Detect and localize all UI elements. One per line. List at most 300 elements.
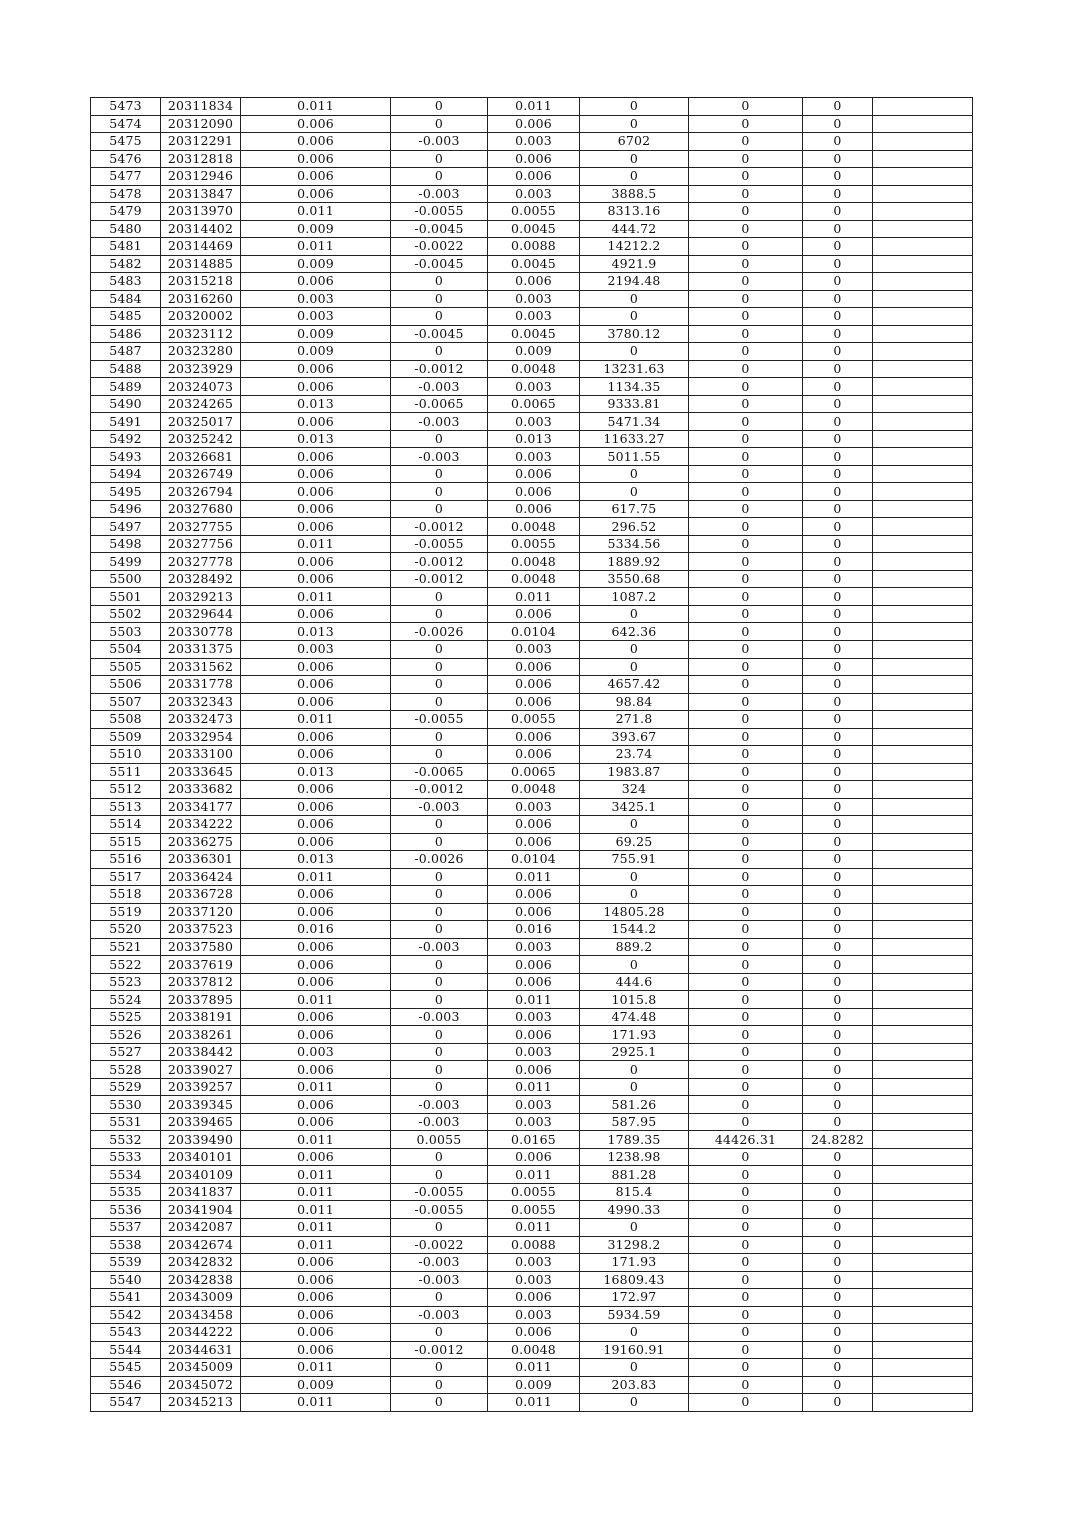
row-index-cell: 5496 [91, 500, 161, 518]
total-cell: 0 [689, 430, 803, 448]
ratio-cell: 0 [803, 605, 873, 623]
ratio-cell: 0 [803, 763, 873, 781]
value-b-cell: -0.003 [391, 1096, 488, 1114]
table-row [91, 1148, 973, 1166]
row-index-cell: 5530 [91, 1096, 161, 1114]
total-cell: 0 [689, 1219, 803, 1237]
ratio-cell: 0 [803, 973, 873, 991]
value-b-cell: -0.0022 [391, 1236, 488, 1254]
total-cell: 0 [689, 676, 803, 694]
row-index-cell: 5482 [91, 255, 161, 273]
value-a-cell: 0.003 [241, 1043, 391, 1061]
row-index-cell: 5542 [91, 1306, 161, 1324]
row-index-cell: 5517 [91, 868, 161, 886]
id-cell: 20331778 [161, 676, 241, 694]
blank-cell [873, 1061, 973, 1079]
value-c-cell: 0.003 [488, 185, 580, 203]
value-a-cell: 0.006 [241, 1096, 391, 1114]
table-row [91, 1359, 973, 1377]
table-row [91, 903, 973, 921]
amount-cell: 3780.12 [580, 325, 689, 343]
value-b-cell: 0 [391, 640, 488, 658]
ratio-cell: 0 [803, 133, 873, 151]
id-cell: 20334222 [161, 816, 241, 834]
amount-cell: 14212.2 [580, 238, 689, 256]
id-cell: 20345072 [161, 1376, 241, 1394]
value-b-cell: -0.0055 [391, 1183, 488, 1201]
blank-cell [873, 605, 973, 623]
id-cell: 20314469 [161, 238, 241, 256]
ratio-cell: 0 [803, 168, 873, 186]
blank-cell [873, 448, 973, 466]
ratio-cell: 0 [803, 150, 873, 168]
amount-cell: 0 [580, 886, 689, 904]
blank-cell [873, 1026, 973, 1044]
value-c-cell: 0.006 [488, 973, 580, 991]
blank-cell [873, 1166, 973, 1184]
value-c-cell: 0.006 [488, 150, 580, 168]
value-c-cell: 0.003 [488, 1306, 580, 1324]
table-row [91, 623, 973, 641]
value-a-cell: 0.009 [241, 325, 391, 343]
total-cell: 0 [689, 448, 803, 466]
id-cell: 20337812 [161, 973, 241, 991]
total-cell: 0 [689, 886, 803, 904]
ratio-cell: 0 [803, 1341, 873, 1359]
value-c-cell: 0.0048 [488, 781, 580, 799]
amount-cell: 69.25 [580, 833, 689, 851]
blank-cell [873, 1254, 973, 1272]
blank-cell [873, 1271, 973, 1289]
total-cell: 0 [689, 693, 803, 711]
id-cell: 20320002 [161, 308, 241, 326]
value-c-cell: 0.003 [488, 1096, 580, 1114]
row-index-cell: 5481 [91, 238, 161, 256]
row-index-cell: 5529 [91, 1078, 161, 1096]
value-a-cell: 0.006 [241, 1061, 391, 1079]
row-index-cell: 5495 [91, 483, 161, 501]
value-c-cell: 0.006 [488, 693, 580, 711]
total-cell: 0 [689, 343, 803, 361]
value-c-cell: 0.003 [488, 378, 580, 396]
value-b-cell: -0.003 [391, 1306, 488, 1324]
amount-cell: 0 [580, 1359, 689, 1377]
value-b-cell: -0.0026 [391, 623, 488, 641]
value-c-cell: 0.003 [488, 1271, 580, 1289]
value-a-cell: 0.011 [241, 1394, 391, 1412]
value-a-cell: 0.011 [241, 711, 391, 729]
amount-cell: 5471.34 [580, 413, 689, 431]
total-cell: 0 [689, 308, 803, 326]
ratio-cell: 0 [803, 1008, 873, 1026]
amount-cell: 0 [580, 115, 689, 133]
blank-cell [873, 991, 973, 1009]
amount-cell: 755.91 [580, 851, 689, 869]
value-b-cell: 0 [391, 483, 488, 501]
blank-cell [873, 1201, 973, 1219]
id-cell: 20323112 [161, 325, 241, 343]
blank-cell [873, 1376, 973, 1394]
total-cell: 0 [689, 921, 803, 939]
value-a-cell: 0.006 [241, 903, 391, 921]
table-row [91, 553, 973, 571]
amount-cell: 3425.1 [580, 798, 689, 816]
blank-cell [873, 1183, 973, 1201]
ratio-cell: 0 [803, 1096, 873, 1114]
value-c-cell: 0.011 [488, 868, 580, 886]
id-cell: 20326794 [161, 483, 241, 501]
total-cell: 0 [689, 203, 803, 221]
ratio-cell: 0 [803, 886, 873, 904]
value-a-cell: 0.013 [241, 851, 391, 869]
ratio-cell: 0 [803, 658, 873, 676]
row-index-cell: 5500 [91, 570, 161, 588]
ratio-cell: 0 [803, 395, 873, 413]
value-c-cell: 0.0048 [488, 360, 580, 378]
table-row [91, 1254, 973, 1272]
value-c-cell: 0.011 [488, 1394, 580, 1412]
total-cell: 0 [689, 816, 803, 834]
table-row [91, 1306, 973, 1324]
value-c-cell: 0.003 [488, 133, 580, 151]
amount-cell: 2925.1 [580, 1043, 689, 1061]
value-b-cell: 0 [391, 1359, 488, 1377]
value-b-cell: 0 [391, 308, 488, 326]
amount-cell: 14805.28 [580, 903, 689, 921]
table-row [91, 220, 973, 238]
table-row [91, 763, 973, 781]
value-c-cell: 0.006 [488, 956, 580, 974]
value-b-cell: 0 [391, 991, 488, 1009]
value-a-cell: 0.003 [241, 308, 391, 326]
table-row [91, 728, 973, 746]
value-a-cell: 0.006 [241, 500, 391, 518]
table-row [91, 588, 973, 606]
ratio-cell: 0 [803, 255, 873, 273]
amount-cell: 19160.91 [580, 1341, 689, 1359]
id-cell: 20336301 [161, 851, 241, 869]
row-index-cell: 5514 [91, 816, 161, 834]
amount-cell: 1238.98 [580, 1148, 689, 1166]
value-a-cell: 0.006 [241, 728, 391, 746]
value-b-cell: 0 [391, 1026, 488, 1044]
row-index-cell: 5488 [91, 360, 161, 378]
id-cell: 20325017 [161, 413, 241, 431]
amount-cell: 31298.2 [580, 1236, 689, 1254]
row-index-cell: 5512 [91, 781, 161, 799]
amount-cell: 324 [580, 781, 689, 799]
value-b-cell: 0 [391, 833, 488, 851]
value-c-cell: 0.006 [488, 483, 580, 501]
value-c-cell: 0.011 [488, 991, 580, 1009]
blank-cell [873, 343, 973, 361]
value-b-cell: -0.0055 [391, 1201, 488, 1219]
value-a-cell: 0.011 [241, 1078, 391, 1096]
value-b-cell: -0.003 [391, 938, 488, 956]
table-row [91, 851, 973, 869]
ratio-cell: 0 [803, 273, 873, 291]
id-cell: 20339257 [161, 1078, 241, 1096]
ratio-cell: 0 [803, 413, 873, 431]
total-cell: 0 [689, 623, 803, 641]
total-cell: 0 [689, 395, 803, 413]
table-row [91, 956, 973, 974]
row-index-cell: 5518 [91, 886, 161, 904]
id-cell: 20338191 [161, 1008, 241, 1026]
amount-cell: 0 [580, 98, 689, 116]
amount-cell: 8313.16 [580, 203, 689, 221]
value-b-cell: 0 [391, 903, 488, 921]
amount-cell: 0 [580, 308, 689, 326]
blank-cell [873, 1394, 973, 1412]
table-row [91, 1166, 973, 1184]
table-row [91, 1043, 973, 1061]
id-cell: 20338442 [161, 1043, 241, 1061]
value-a-cell: 0.006 [241, 448, 391, 466]
amount-cell: 98.84 [580, 693, 689, 711]
ratio-cell: 0 [803, 343, 873, 361]
table-row [91, 255, 973, 273]
ratio-cell: 0 [803, 1113, 873, 1131]
blank-cell [873, 1131, 973, 1149]
amount-cell: 581.26 [580, 1096, 689, 1114]
value-a-cell: 0.006 [241, 781, 391, 799]
id-cell: 20342832 [161, 1254, 241, 1272]
row-index-cell: 5483 [91, 273, 161, 291]
table-row [91, 921, 973, 939]
value-a-cell: 0.006 [241, 956, 391, 974]
row-index-cell: 5522 [91, 956, 161, 974]
ratio-cell: 0 [803, 746, 873, 764]
id-cell: 20331562 [161, 658, 241, 676]
id-cell: 20324265 [161, 395, 241, 413]
value-b-cell: 0 [391, 605, 488, 623]
ratio-cell: 0 [803, 588, 873, 606]
total-cell: 0 [689, 1306, 803, 1324]
row-index-cell: 5479 [91, 203, 161, 221]
total-cell: 0 [689, 378, 803, 396]
blank-cell [873, 290, 973, 308]
amount-cell: 4921.9 [580, 255, 689, 273]
total-cell: 0 [689, 1394, 803, 1412]
amount-cell: 474.48 [580, 1008, 689, 1026]
table-row [91, 1183, 973, 1201]
total-cell: 0 [689, 535, 803, 553]
total-cell: 0 [689, 185, 803, 203]
total-cell: 0 [689, 1254, 803, 1272]
total-cell: 0 [689, 1341, 803, 1359]
id-cell: 20314885 [161, 255, 241, 273]
ratio-cell: 24.8282 [803, 1131, 873, 1149]
amount-cell: 0 [580, 868, 689, 886]
value-a-cell: 0.011 [241, 238, 391, 256]
id-cell: 20340109 [161, 1166, 241, 1184]
value-c-cell: 0.003 [488, 1254, 580, 1272]
total-cell: 0 [689, 956, 803, 974]
ratio-cell: 0 [803, 1201, 873, 1219]
blank-cell [873, 1096, 973, 1114]
id-cell: 20341904 [161, 1201, 241, 1219]
row-index-cell: 5534 [91, 1166, 161, 1184]
row-index-cell: 5474 [91, 115, 161, 133]
value-b-cell: 0 [391, 1078, 488, 1096]
row-index-cell: 5519 [91, 903, 161, 921]
id-cell: 20327755 [161, 518, 241, 536]
value-c-cell: 0.011 [488, 588, 580, 606]
amount-cell: 444.6 [580, 973, 689, 991]
total-cell: 0 [689, 1236, 803, 1254]
value-c-cell: 0.003 [488, 1043, 580, 1061]
value-a-cell: 0.006 [241, 553, 391, 571]
data-table [90, 97, 973, 1412]
row-index-cell: 5545 [91, 1359, 161, 1377]
value-a-cell: 0.013 [241, 395, 391, 413]
table-row [91, 343, 973, 361]
total-cell: 0 [689, 1061, 803, 1079]
amount-cell: 1134.35 [580, 378, 689, 396]
row-index-cell: 5525 [91, 1008, 161, 1026]
blank-cell [873, 1219, 973, 1237]
blank-cell [873, 903, 973, 921]
table-row [91, 203, 973, 221]
row-index-cell: 5503 [91, 623, 161, 641]
ratio-cell: 0 [803, 1043, 873, 1061]
blank-cell [873, 238, 973, 256]
row-index-cell: 5494 [91, 465, 161, 483]
id-cell: 20339465 [161, 1113, 241, 1131]
amount-cell: 0 [580, 640, 689, 658]
value-b-cell: 0 [391, 746, 488, 764]
blank-cell [873, 378, 973, 396]
value-a-cell: 0.011 [241, 1201, 391, 1219]
value-b-cell: 0 [391, 1219, 488, 1237]
table-row [91, 535, 973, 553]
table-row [91, 605, 973, 623]
value-b-cell: 0 [391, 868, 488, 886]
value-a-cell: 0.006 [241, 133, 391, 151]
row-index-cell: 5543 [91, 1324, 161, 1342]
ratio-cell: 0 [803, 448, 873, 466]
table-row [91, 711, 973, 729]
id-cell: 20343009 [161, 1289, 241, 1307]
total-cell: 0 [689, 1113, 803, 1131]
value-b-cell: 0 [391, 658, 488, 676]
value-b-cell: -0.003 [391, 448, 488, 466]
id-cell: 20332954 [161, 728, 241, 746]
amount-cell: 0 [580, 956, 689, 974]
amount-cell: 13231.63 [580, 360, 689, 378]
id-cell: 20342087 [161, 1219, 241, 1237]
row-index-cell: 5487 [91, 343, 161, 361]
blank-cell [873, 1236, 973, 1254]
total-cell: 0 [689, 1148, 803, 1166]
amount-cell: 642.36 [580, 623, 689, 641]
value-a-cell: 0.013 [241, 430, 391, 448]
blank-cell [873, 1324, 973, 1342]
ratio-cell: 0 [803, 640, 873, 658]
amount-cell: 0 [580, 1078, 689, 1096]
ratio-cell: 0 [803, 1078, 873, 1096]
value-a-cell: 0.006 [241, 570, 391, 588]
value-c-cell: 0.003 [488, 413, 580, 431]
value-c-cell: 0.0048 [488, 553, 580, 571]
row-index-cell: 5507 [91, 693, 161, 711]
ratio-cell: 0 [803, 535, 873, 553]
value-c-cell: 0.0048 [488, 570, 580, 588]
total-cell: 0 [689, 973, 803, 991]
value-b-cell: -0.0045 [391, 220, 488, 238]
amount-cell: 0 [580, 816, 689, 834]
id-cell: 20344222 [161, 1324, 241, 1342]
total-cell: 0 [689, 1096, 803, 1114]
total-cell: 0 [689, 1043, 803, 1061]
row-index-cell: 5502 [91, 605, 161, 623]
value-a-cell: 0.016 [241, 921, 391, 939]
blank-cell [873, 115, 973, 133]
id-cell: 20337523 [161, 921, 241, 939]
ratio-cell: 0 [803, 378, 873, 396]
total-cell: 0 [689, 1359, 803, 1377]
value-a-cell: 0.006 [241, 1271, 391, 1289]
blank-cell [873, 1008, 973, 1026]
ratio-cell: 0 [803, 1236, 873, 1254]
ratio-cell: 0 [803, 98, 873, 116]
ratio-cell: 0 [803, 1289, 873, 1307]
ratio-cell: 0 [803, 1254, 873, 1272]
value-c-cell: 0.011 [488, 1078, 580, 1096]
total-cell: 0 [689, 1026, 803, 1044]
value-a-cell: 0.003 [241, 290, 391, 308]
id-cell: 20329644 [161, 605, 241, 623]
total-cell: 0 [689, 851, 803, 869]
row-index-cell: 5535 [91, 1183, 161, 1201]
value-c-cell: 0.0048 [488, 518, 580, 536]
id-cell: 20312818 [161, 150, 241, 168]
value-b-cell: -0.003 [391, 185, 488, 203]
amount-cell: 0 [580, 290, 689, 308]
value-b-cell: 0 [391, 973, 488, 991]
ratio-cell: 0 [803, 938, 873, 956]
table-row [91, 360, 973, 378]
blank-cell [873, 133, 973, 151]
table-row [91, 325, 973, 343]
id-cell: 20334177 [161, 798, 241, 816]
table-row [91, 413, 973, 431]
id-cell: 20327680 [161, 500, 241, 518]
row-index-cell: 5546 [91, 1376, 161, 1394]
table-row [91, 938, 973, 956]
id-cell: 20339027 [161, 1061, 241, 1079]
total-cell: 0 [689, 98, 803, 116]
amount-cell: 296.52 [580, 518, 689, 536]
amount-cell: 171.93 [580, 1026, 689, 1044]
id-cell: 20336424 [161, 868, 241, 886]
blank-cell [873, 781, 973, 799]
ratio-cell: 0 [803, 1359, 873, 1377]
value-c-cell: 0.009 [488, 343, 580, 361]
ratio-cell: 0 [803, 868, 873, 886]
value-c-cell: 0.006 [488, 816, 580, 834]
ratio-cell: 0 [803, 711, 873, 729]
value-a-cell: 0.011 [241, 1183, 391, 1201]
value-b-cell: 0 [391, 1289, 488, 1307]
ratio-cell: 0 [803, 220, 873, 238]
value-a-cell: 0.006 [241, 378, 391, 396]
row-index-cell: 5521 [91, 938, 161, 956]
amount-cell: 11633.27 [580, 430, 689, 448]
value-c-cell: 0.006 [488, 676, 580, 694]
blank-cell [873, 168, 973, 186]
